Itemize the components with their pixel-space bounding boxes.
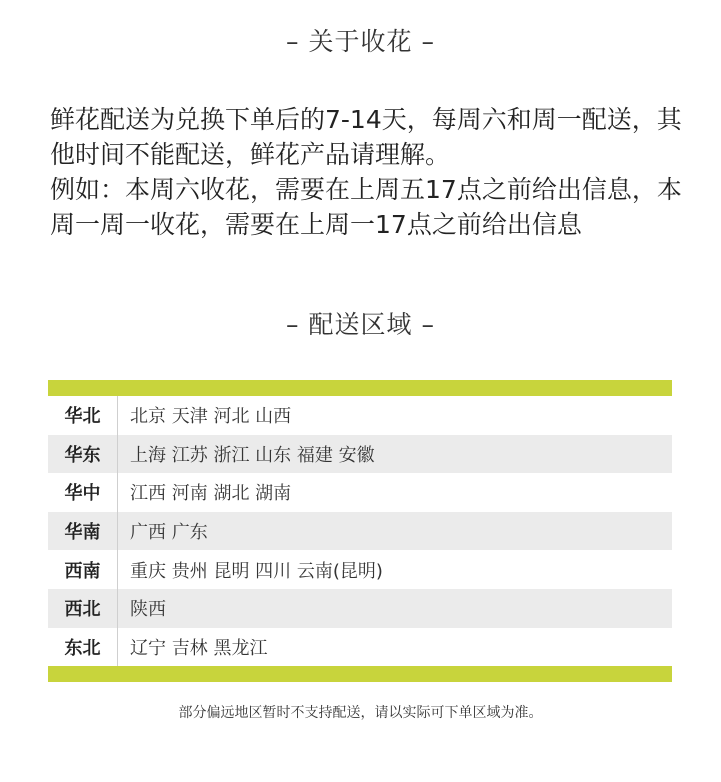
region-provinces: 重庆 贵州 昆明 四川 云南(昆明) xyxy=(130,560,383,582)
table-row xyxy=(48,473,672,512)
region-name: 西南 xyxy=(48,550,118,589)
delivery-area-title: – 配送区域 – xyxy=(286,310,435,339)
region-provinces: 陕西 xyxy=(130,599,166,621)
table-row xyxy=(48,435,672,474)
table-row xyxy=(48,550,672,589)
table-bottom-bar xyxy=(48,666,672,682)
about-paragraph-delivery: 鲜花配送为兑换下单后的7-14天，每周六和周一配送，其他时间不能配送，鲜花产品请理解。 xyxy=(50,105,682,169)
region-provinces: 辽宁 吉林 黑龙江 xyxy=(130,637,268,659)
region-name: 西北 xyxy=(48,589,118,628)
table-row xyxy=(48,589,672,628)
region-name: 华中 xyxy=(48,473,118,512)
table-top-bar xyxy=(48,380,672,396)
region-name: 东北 xyxy=(48,628,118,667)
about-text xyxy=(50,102,700,242)
delivery-area-table xyxy=(48,380,672,682)
region-provinces: 北京 天津 河北 山西 xyxy=(130,406,292,428)
region-provinces: 上海 江苏 浙江 山东 福建 安徽 xyxy=(130,444,375,466)
delivery-footnote: 部分偏远地区暂时不支持配送，请以实际可下单区域为准。 xyxy=(178,705,543,721)
about-title: – 关于收花 – xyxy=(286,27,435,56)
region-name: 华北 xyxy=(48,396,118,435)
table-row xyxy=(48,512,672,551)
table-row xyxy=(48,628,672,667)
table-row xyxy=(48,396,672,435)
region-provinces: 江西 河南 湖北 湖南 xyxy=(130,483,292,505)
about-paragraph-example: 例如：本周六收花，需要在上周五17点之前给出信息，本周一周一收花，需要在上周一17点之前给出信息 xyxy=(50,175,682,239)
region-provinces: 广西 广东 xyxy=(130,522,208,544)
region-name: 华南 xyxy=(48,512,118,551)
region-name: 华东 xyxy=(48,435,118,474)
